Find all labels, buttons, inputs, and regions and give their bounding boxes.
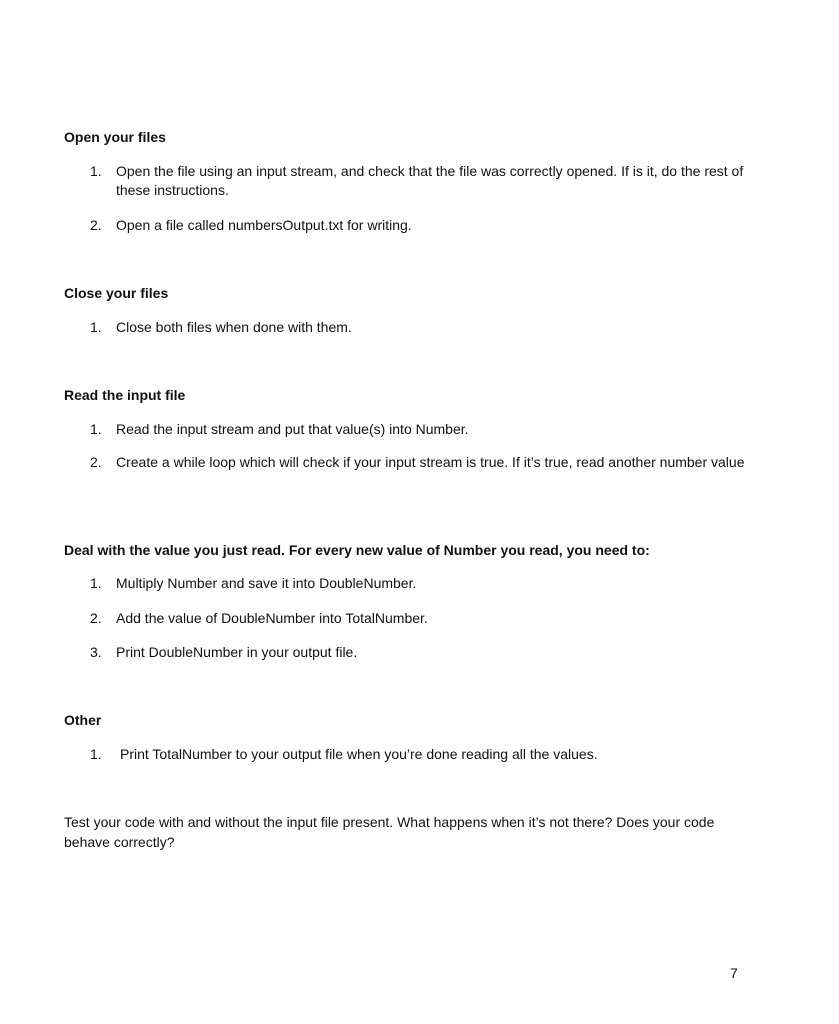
closing-paragraph: Test your code with and without the input file present. What happens when it’s not there? Does your code behave correctly? xyxy=(64,814,715,850)
list-item-text: Read the input stream and put that value(s) into Number. xyxy=(116,421,469,437)
list-item xyxy=(90,420,750,439)
list-item xyxy=(90,643,750,662)
list-item xyxy=(90,216,750,235)
list-item-number: 1. xyxy=(90,746,102,762)
list-item xyxy=(90,574,750,593)
list-item xyxy=(90,609,750,628)
list-item-text: Create a while loop which will check if your input stream is true. If it’s true, read another number value xyxy=(116,454,745,470)
list-item-text: Open the file using an input stream, and check that the file was correctly opened. If is it, do the rest of these instructions. xyxy=(116,163,744,198)
list-item-number: 2. xyxy=(90,454,102,470)
list-item-number: 1. xyxy=(90,575,102,591)
list-item xyxy=(90,453,750,472)
section-heading-close-files: Close your files xyxy=(64,285,169,301)
list-item-text: Add the value of DoubleNumber into TotalNumber. xyxy=(116,610,428,626)
section-heading-other: Other xyxy=(64,712,102,728)
page-number: 7 xyxy=(730,965,738,981)
list-item-text: Print TotalNumber to your output file when you’re done reading all the values. xyxy=(120,746,598,762)
list-item-number: 3. xyxy=(90,644,102,660)
list-item-number: 2. xyxy=(90,217,102,233)
list-item xyxy=(90,318,750,337)
list-item xyxy=(90,745,750,764)
list-item-text: Multiply Number and save it into DoubleNumber. xyxy=(116,575,417,591)
list-item-number: 1. xyxy=(90,319,102,335)
list-item-number: 2. xyxy=(90,610,102,626)
list-item-text: Open a file called numbersOutput.txt for writing. xyxy=(116,217,412,233)
list-item-text: Close both files when done with them. xyxy=(116,319,352,335)
section-heading-deal-with-value: Deal with the value you just read. For every new value of Number you read, you need to: xyxy=(64,542,650,558)
list-item-number: 1. xyxy=(90,421,102,437)
section-heading-read-input: Read the input file xyxy=(64,387,186,403)
list-item-number: 1. xyxy=(90,163,102,179)
list-item xyxy=(90,162,750,200)
list-item-text: Print DoubleNumber in your output file. xyxy=(116,644,358,660)
section-heading-open-files: Open your files xyxy=(64,129,166,145)
